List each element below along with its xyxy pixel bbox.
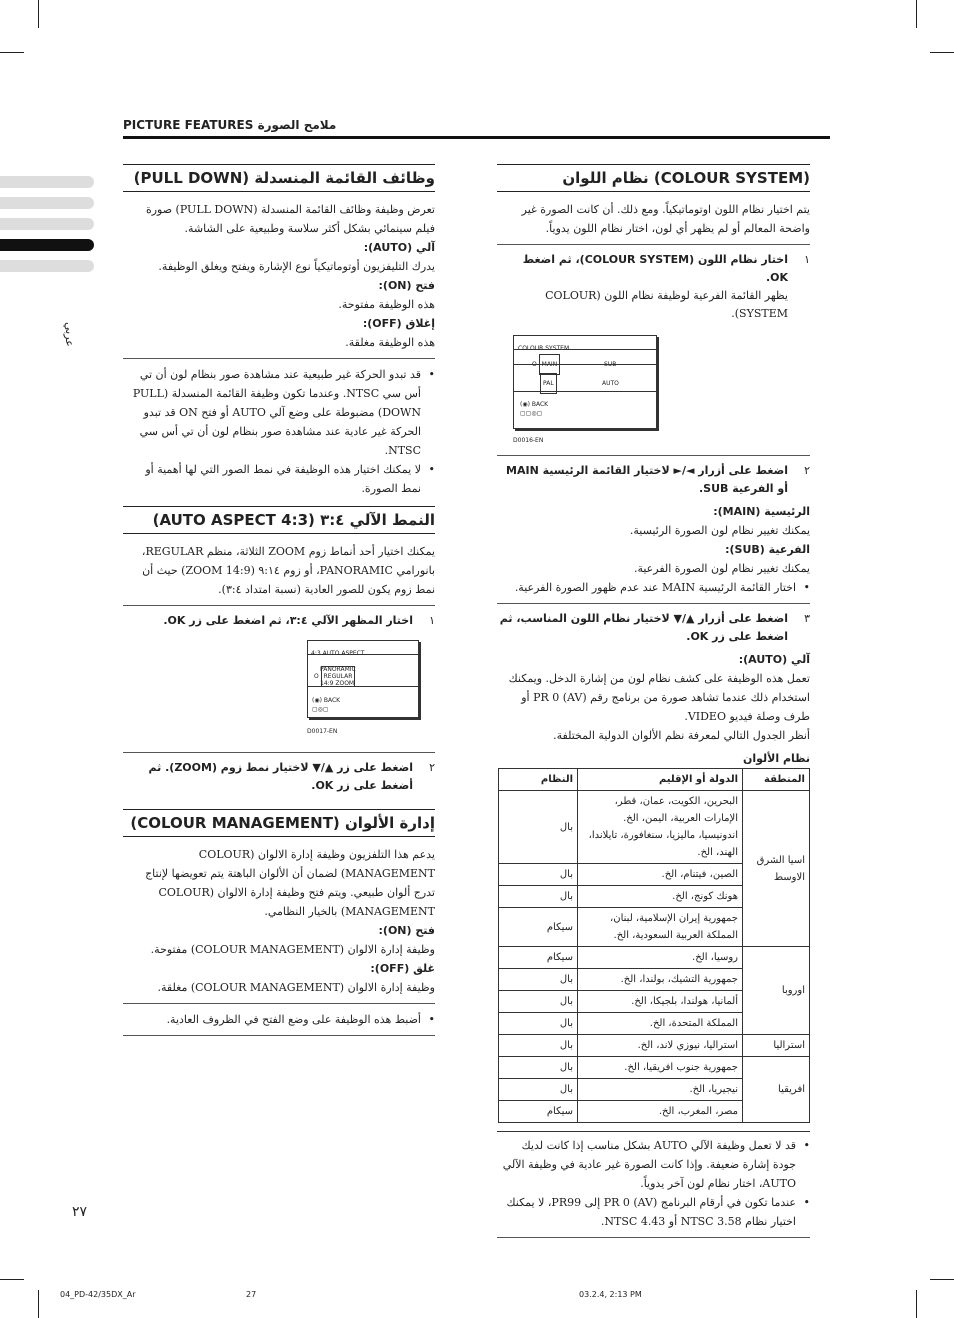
table-header-row <box>499 769 810 791</box>
crop-mark <box>0 1279 24 1280</box>
crop-mark <box>930 52 954 53</box>
divider <box>123 358 435 359</box>
system-cell: بال <box>499 886 578 908</box>
system-cell: بال <box>499 791 578 864</box>
country-cell: ألمانيا، هولندا، بلجيكا، الخ. <box>578 991 743 1013</box>
divider <box>497 603 810 604</box>
pd-off-desc: هذه الوظيفة مغلقة. <box>345 336 435 349</box>
crop-mark <box>916 1290 917 1318</box>
header-rule <box>123 136 830 139</box>
aa-step-2: ٢ اضغط على زر ▲/▼ لاختيار نمط زوم (ZOOM). ثم أضغط على زر OK. <box>148 761 435 792</box>
colour-system-table <box>498 768 810 1123</box>
osd-buttons-icon: ▢◎▢ <box>312 706 329 713</box>
crop-mark <box>38 1290 39 1318</box>
step-3: ٣ اضغط على أزرار ▲/▼ لاختيار نظام اللون المناسب، ثم اضغط على زر OK. <box>499 612 810 643</box>
divider <box>123 752 435 753</box>
country-cell: المملكة المتحدة، الخ. <box>578 1013 743 1035</box>
table-row <box>499 947 810 969</box>
pull-down-intro: تعرض وظيفة وظائف القائمة المنسدلة (PULL DOWN) صورة فيلم سينمائي بشكل أكثر سلاسة وطبيعية على الشاشة. <box>145 203 435 235</box>
right-column <box>497 164 810 1244</box>
divider <box>123 605 435 606</box>
country-cell: روسيا، الخ. <box>578 947 743 969</box>
side-tab <box>0 197 94 209</box>
sub-label: الفرعية (SUB): <box>725 543 810 556</box>
cm-off-desc: وظيفة إدارة الالوان (COLOUR MANAGEMENT) مغلقة. <box>157 981 435 994</box>
footer-date: 03.2.4, 2:13 PM <box>579 1290 642 1299</box>
region-cell: اوروبا <box>743 947 810 1035</box>
cm-off-label: غلق (OFF): <box>370 962 435 975</box>
table-row <box>499 1057 810 1079</box>
aa-step-1: ١ اختار المظهر الآلي ٣:٤، ثم اضغط على زر OK. <box>163 614 435 627</box>
divider <box>497 455 810 456</box>
country-cell: الصين، فيتنام، الخ. <box>578 864 743 886</box>
crop-mark <box>916 0 917 28</box>
auto-label: آلي (AUTO): <box>738 653 810 666</box>
cm-bullet: • أضبط هذه الوظيفة على وضع الفتح في الظروف العادية. <box>123 1010 435 1029</box>
auto-aspect-title: النمط الآلي ٣:٤ (4:3 AUTO ASPECT) <box>123 506 435 534</box>
osd-colour-system: COLOUR SYSTEM O MAIN SUB PAL AUTO (◉) BACK ▢▢◎▢ <box>513 335 657 429</box>
side-tab <box>0 218 94 230</box>
colour-mgmt-title: إدارة الألوان (COLOUR MANAGEMENT) <box>123 809 435 837</box>
cm-on-label: فتح (ON): <box>378 924 435 937</box>
auto-aspect-intro: يمكنك اختيار أحد أنماط زوم ZOOM الثلاثة، منظم REGULAR، بانورامي PANORAMIC، أو زوم ٩:١٤ (14:9 ZOOM) حيث أن نمط زوم يكون للصور العادية (نسبة امتداد ٣:٤). <box>141 545 435 596</box>
table-header: النظام <box>499 769 578 791</box>
table-row <box>499 791 810 864</box>
note-item: • قد لا تعمل وظيفة الآلي AUTO بشكل مناسب إذا كانت لديك جودة إشارة ضعيفة. وإذا كانت الصورة غير عادية في وظيفة الآلي AUTO، اختار نظام لون آخر يدوياً. <box>497 1136 810 1193</box>
pd-off-label: إغلاق (OFF): <box>362 317 435 330</box>
pd-bullet: • قد تبدو الحركة غير طبيعية عند مشاهدة صور بنظام لون أن تي أس سي NTSC. وعندما تكون وظيفة القائمة المنسدلة (PULL DOWN) مضبوطة على وضع آلي AUTO أو فتح ON قد تبدو الحركة غير عادية عند مشاهدة صور بنظام لون أن تي أس سي NTSC. <box>123 365 435 460</box>
pull-down-title: وظائف القائمة المنسدلة (PULL DOWN) <box>123 164 435 192</box>
crop-mark <box>930 1279 954 1280</box>
pd-auto-label: آلي (AUTO): <box>363 241 435 254</box>
sub-bullet: • اختار القائمة الرئيسية MAIN عند عدم ظهور الصورة الفرعية. <box>497 578 810 597</box>
page-header: PICTURE FEATURES ملامح الصورة <box>123 118 337 132</box>
system-cell: بال <box>499 1013 578 1035</box>
system-cell: سيكام <box>499 1101 578 1123</box>
system-cell: بال <box>499 969 578 991</box>
pd-auto-desc: يدرك التليفزيون أوتوماتيكياً نوع الإشارة ويفتح ويغلق الوظيفة. <box>158 260 435 273</box>
divider <box>123 1003 435 1004</box>
divider <box>123 1035 435 1036</box>
table-header: الدولة أو الإقليم <box>578 769 743 791</box>
divider <box>497 244 810 245</box>
system-cell: بال <box>499 991 578 1013</box>
country-cell: استراليا، نيوزي لاند، الخ. <box>578 1035 743 1057</box>
auto-desc-2: أنظر الجدول التالي لمعرفة نظم الألوان الدولية المختلفة. <box>553 729 810 742</box>
side-tab <box>0 260 94 272</box>
country-cell: نيجيريا، الخ. <box>578 1079 743 1101</box>
system-cell: بال <box>499 1035 578 1057</box>
cm-on-desc: وظيفة إدارة الالوان (COLOUR MANAGEMENT) مفتوحة. <box>150 943 435 956</box>
colour-system-title: (COLOUR SYSTEM) نظام اللوان <box>497 164 810 192</box>
country-cell: هونك كونج، الخ. <box>578 886 743 908</box>
table-header: المنطقة <box>743 769 810 791</box>
region-cell: اسيا الشرق الاوسط <box>743 791 810 947</box>
footer-file: 04_PD-42/35DX_Ar <box>60 1290 136 1299</box>
osd-colour-system-wrap: COLOUR SYSTEM O MAIN SUB PAL AUTO (◉) BACK ▢▢◎▢ D0016-EN <box>497 327 810 449</box>
region-cell: افريقيا <box>743 1057 810 1123</box>
osd-back-icon: (◉) BACK <box>312 697 341 704</box>
osd-back-icon: (◉) BACK <box>520 401 549 408</box>
colour-mgmt-intro: يدعم هذا التلفزيون وظيفة إدارة الالوان (COLOUR MANAGEMENT) لضمان أن الألوان الباهتة يتم تعويضها لإنتاج تدرج ألوان طبيعي. ويتم فتح وظيفة إدارة الالوان (COLOUR MANAGEMENT) بالخيار النظامي. <box>145 848 435 918</box>
side-label: عربي <box>63 322 76 347</box>
crop-mark <box>38 0 39 28</box>
sub-desc: يمكنك تغيير نظام لون الصورة الفرعية. <box>633 562 810 575</box>
osd-buttons-icon: ▢▢◎▢ <box>520 410 543 417</box>
footer-page: 27 <box>246 1290 257 1299</box>
system-cell: بال <box>499 1057 578 1079</box>
table-caption: نظام الألوان <box>742 752 810 765</box>
side-tab <box>0 176 94 188</box>
colour-system-intro: يتم اختيار نظام اللون اوتوماتيكياً. ومع ذلك. أن كانت الصورة غير واضحة المعالم أو لم يظهر أي لون، اختار نظام اللون يدوياً. <box>521 203 810 235</box>
region-cell: استراليا <box>743 1035 810 1057</box>
step-2: ٢ اضغط على أزرار ◄/► لاختيار القائمة الرئيسية MAIN أو الفرعية SUB. <box>506 464 810 495</box>
pd-bullet: • لا يمكنك اختيار هذه الوظيفة في نمط الصور التي لها أهمية أو نمط الصورة. <box>123 460 435 498</box>
system-cell: بال <box>499 864 578 886</box>
system-cell: بال <box>499 1079 578 1101</box>
country-cell: جمهورية جنوب افريقيا، الخ. <box>578 1057 743 1079</box>
pd-on-desc: هذه الوظيفة مفتوحة. <box>338 298 435 311</box>
pd-on-label: فتح (ON): <box>378 279 435 292</box>
country-cell: جمهورية إيران الإسلامية، لبنان، المملكة العربية السعودية، الخ. <box>578 908 743 947</box>
country-cell: مصر، المغرب، الخ. <box>578 1101 743 1123</box>
osd-auto-aspect-wrap: 4:3 AUTO ASPECT PANORAMIC O REGULAR 14:9 ZOOM (◉) BACK ▢◎▢ D0017-EN <box>123 634 435 746</box>
crop-mark <box>0 52 24 53</box>
divider <box>497 1237 810 1238</box>
page-number: ٢٧ <box>72 1204 88 1220</box>
note-item: • عندما تكون في أرقام البرنامج PR 0 (AV) إلى PR99، لا يمكنك اختيار نظام NTSC 3.58 أو NTSC 4.43. <box>497 1193 810 1231</box>
system-cell: سيكام <box>499 947 578 969</box>
side-tab-active <box>0 239 94 251</box>
left-column <box>123 164 435 1042</box>
system-cell: سيكام <box>499 908 578 947</box>
notes <box>497 1131 810 1231</box>
auto-desc: تعمل هذه الوظيفة على كشف نظام لون من إشارة الدخل. ويمكنك استخدام ذلك عندما تشاهد صورة من برنامج رقم PR 0 (AV) أو طرف وصلة فيديو VIDEO. <box>508 672 810 723</box>
main-desc: يمكنك تغيير نظام لون الصورة الرئيسية. <box>629 524 810 537</box>
table-row <box>499 1035 810 1057</box>
country-cell: البحرين، الكويت، عمان، قطر، الإمارات العربية، اليمن، الخ. اندونيسيا، ماليزيا، سنغافورة، تايلاندا، الهند، الخ. <box>578 791 743 864</box>
osd-auto-aspect: 4:3 AUTO ASPECT PANORAMIC O REGULAR 14:9 ZOOM (◉) BACK ▢◎▢ <box>307 640 419 718</box>
main-label: الرئيسية (MAIN): <box>713 505 810 518</box>
step-1: ١ اختار نظام اللون (COLOUR SYSTEM)، ثم اضغط OK. يظهر القائمة الفرعية لوظيفة نظام اللون (COLOUR SYSTEM). <box>522 253 810 320</box>
country-cell: جمهورية التشيك، بولندا، الخ. <box>578 969 743 991</box>
